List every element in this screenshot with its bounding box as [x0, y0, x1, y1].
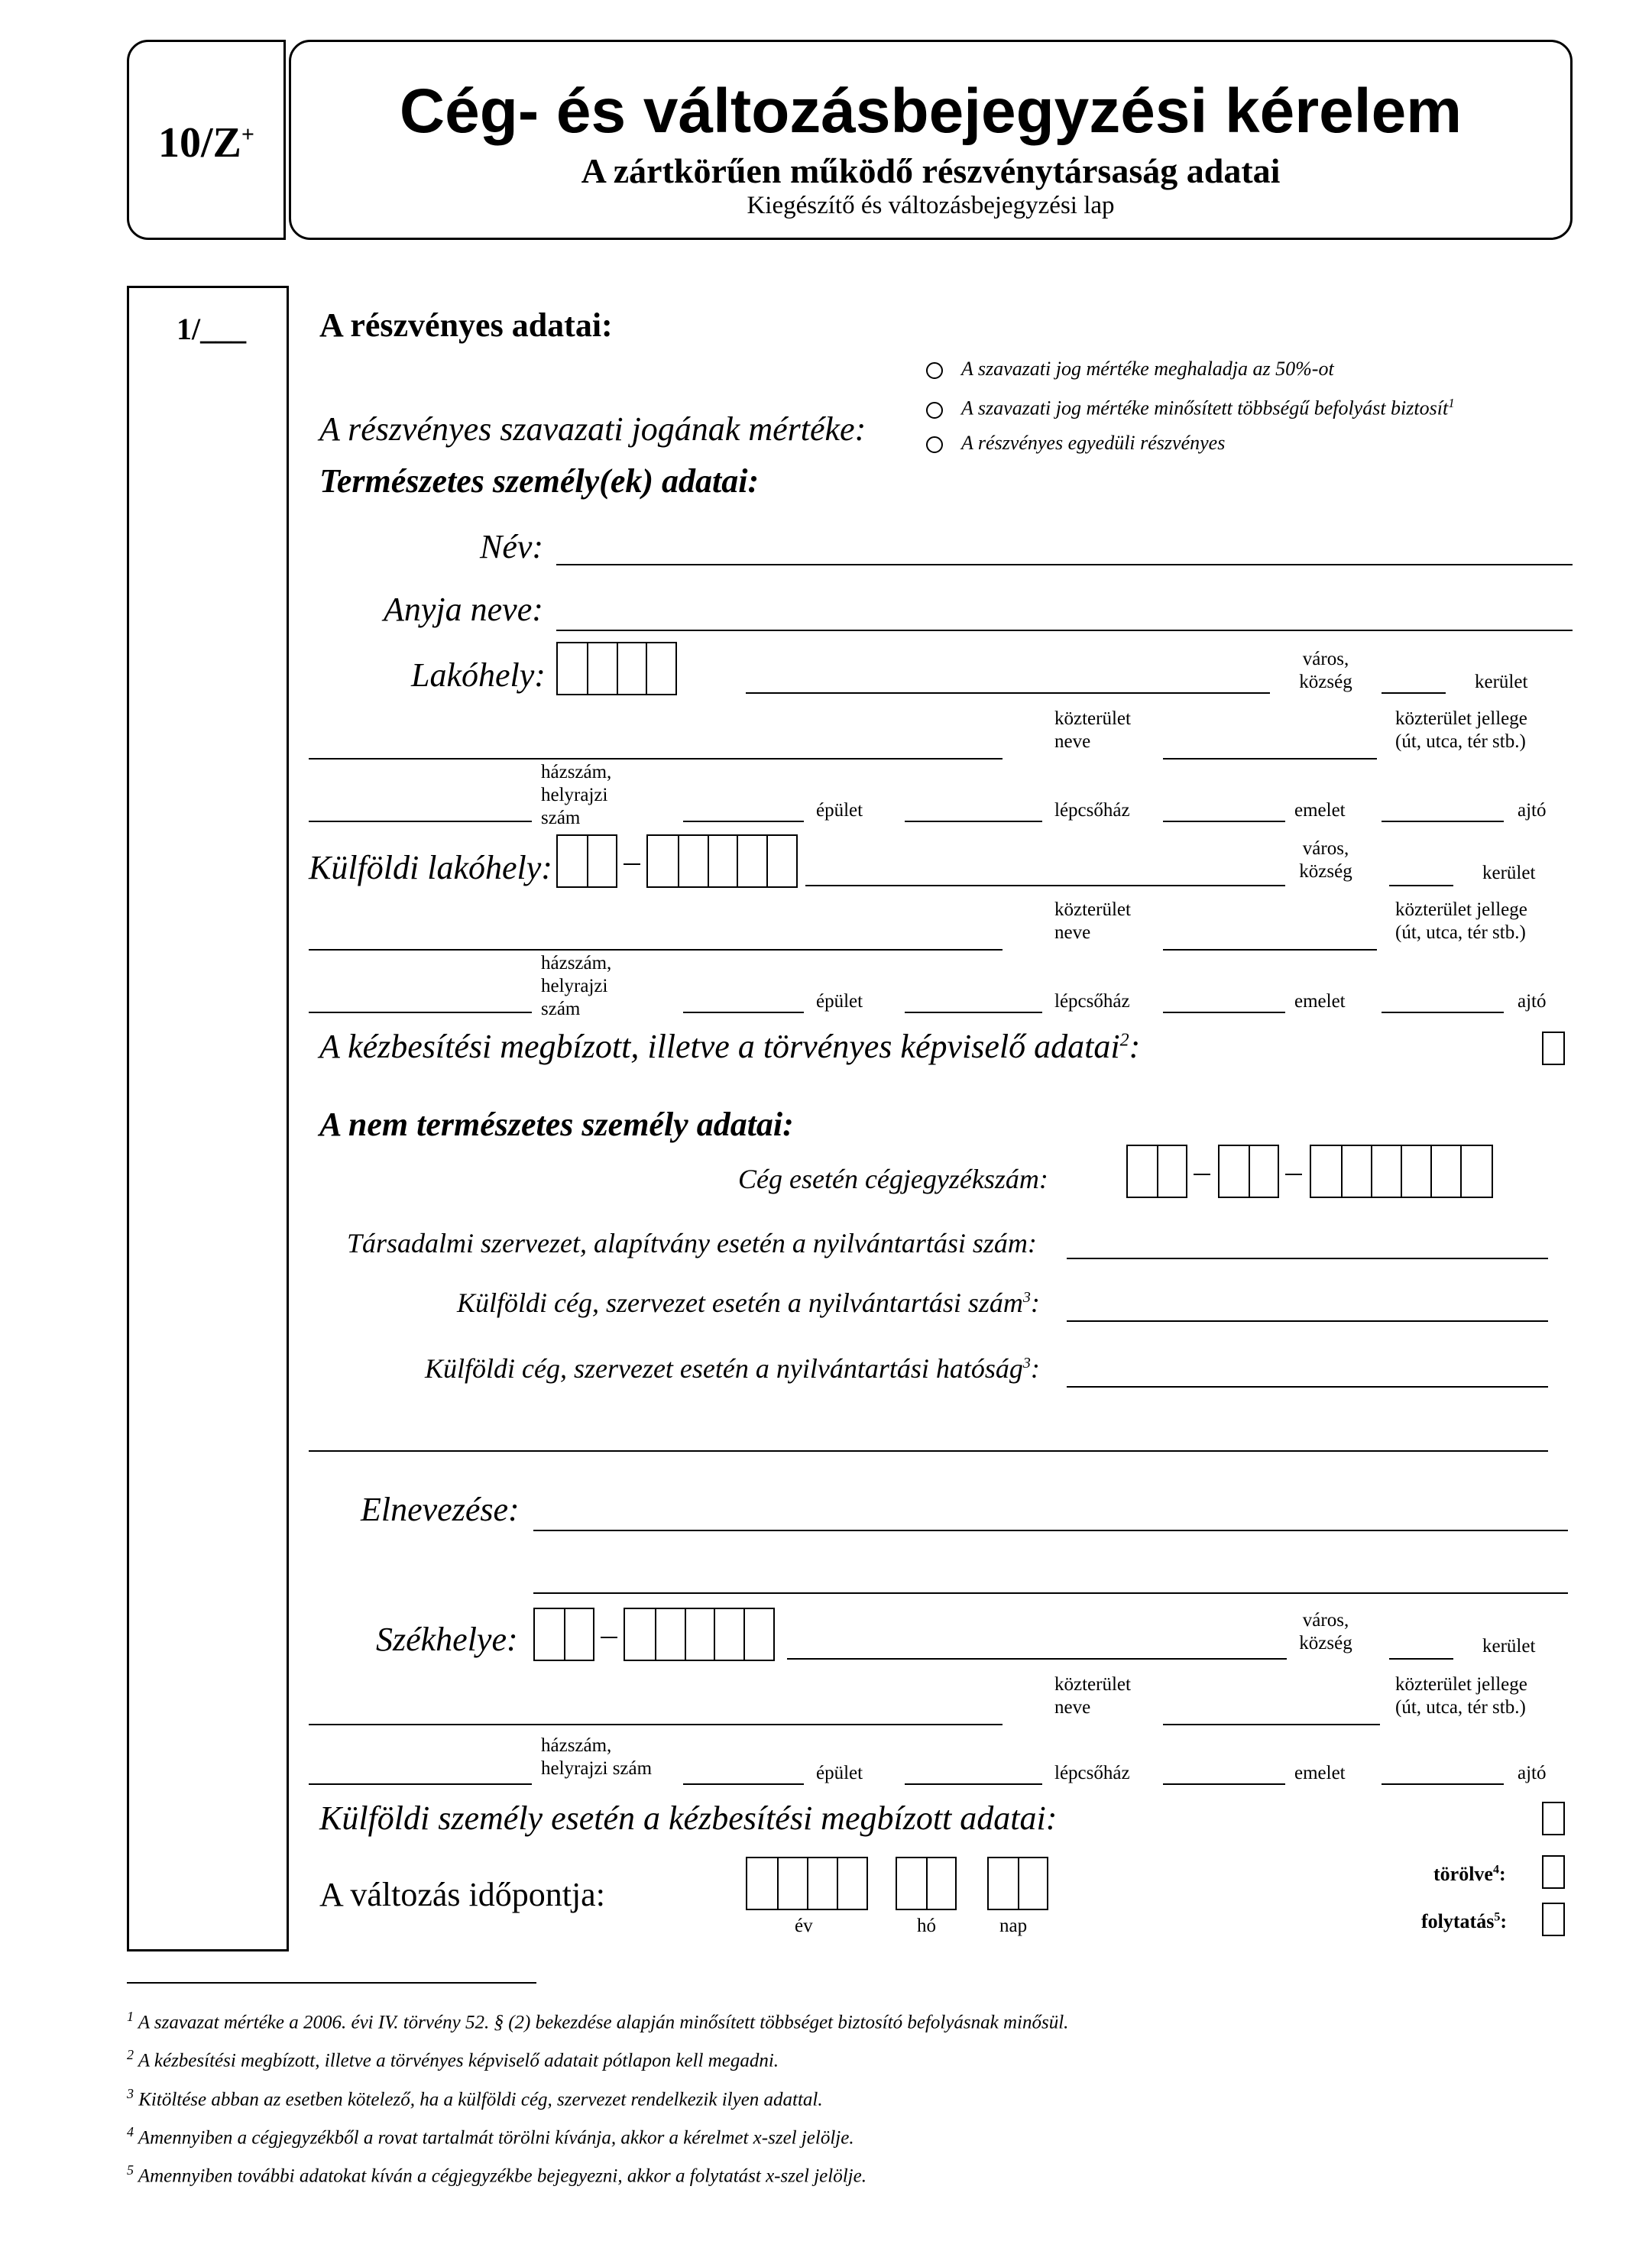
residence-postcode[interactable]	[556, 642, 677, 695]
dash	[624, 863, 640, 865]
street-label: közterület neve	[1054, 1674, 1131, 1718]
street-type-field[interactable]	[1163, 758, 1377, 760]
floor-field[interactable]	[1163, 1012, 1285, 1013]
district-label: kerület	[1482, 1636, 1536, 1657]
foreign-person-agent-label: Külföldi személy esetén a kézbesítési megbízott adatai:	[319, 1799, 1058, 1837]
floor-label: emelet	[1294, 800, 1346, 821]
vote-option-2[interactable]: A szavazati jog mértéke minősített többségű befolyást biztosít$^1$	[926, 386, 1455, 426]
seat-postcode[interactable]	[624, 1608, 775, 1661]
footnotes	[127, 2000, 1068, 2193]
street-type-field[interactable]	[1163, 1724, 1380, 1725]
company-reg-label: Cég esetén cégjegyzékszám:	[738, 1164, 1048, 1194]
entity-name-field-2[interactable]	[533, 1592, 1568, 1594]
district-field[interactable]	[1389, 1658, 1453, 1660]
district-label: kerület	[1475, 672, 1528, 692]
city-label: város, község	[1299, 838, 1352, 882]
house-number-field[interactable]	[309, 821, 532, 822]
ngo-reg-field[interactable]	[1067, 1258, 1548, 1259]
vote-options	[926, 351, 1455, 460]
year-label: év	[795, 1916, 813, 1936]
building-label: épület	[816, 800, 863, 821]
name-field[interactable]	[556, 564, 1573, 565]
entity-name-label: Elnevezése:	[361, 1491, 520, 1528]
street-name-field[interactable]	[309, 1724, 1003, 1725]
floor-label: emelet	[1294, 991, 1346, 1012]
vote-option-1[interactable]: A szavazati jog mértéke meghaladja az 50%-ot	[926, 351, 1455, 386]
door-field[interactable]	[1382, 1783, 1504, 1785]
seat-label: Székhelye:	[376, 1621, 518, 1658]
mother-name-label: Anyja neve:	[384, 591, 543, 628]
delivery-agent-label: A kézbesítési megbízott, illetve a törvényes képviselő adatai$^2$:	[319, 1028, 1141, 1065]
page-title: Cég- és változásbejegyzési kérelem	[399, 76, 1463, 146]
stairs-label: lépcsőház	[1054, 991, 1130, 1012]
dash	[1194, 1174, 1210, 1175]
continue-checkbox[interactable]	[1542, 1903, 1565, 1936]
street-type-label: közterület jellege (út, utca, tér stb.)	[1395, 899, 1527, 943]
house-label: házszám, helyrajzi szám	[541, 953, 612, 1019]
change-date-year[interactable]	[746, 1857, 868, 1910]
company-reg-court[interactable]	[1126, 1145, 1187, 1198]
page-subtitle: A zártkörűen működő részvénytársaság adatai	[581, 151, 1281, 190]
residence-city-field[interactable]	[746, 692, 1270, 694]
door-label: ajtó	[1518, 991, 1547, 1012]
stairs-field[interactable]	[905, 1783, 1042, 1785]
form-code: 10/Z	[157, 119, 241, 167]
delivery-agent-checkbox[interactable]	[1542, 1032, 1565, 1065]
street-type-label: közterület jellege (út, utca, tér stb.)	[1395, 708, 1527, 752]
vote-label: A részvényes szavazati jogának mértéke:	[319, 410, 866, 448]
page-subsubtitle: Kiegészítő és változásbejegyzési lap	[747, 192, 1115, 219]
month-label: hó	[917, 1916, 936, 1936]
stairs-label: lépcsőház	[1054, 800, 1130, 821]
entity-name-field[interactable]	[533, 1530, 1568, 1531]
street-label: közterület neve	[1054, 899, 1131, 943]
floor-field[interactable]	[1163, 821, 1285, 822]
door-label: ajtó	[1518, 800, 1547, 821]
street-label: közterület neve	[1054, 708, 1131, 752]
house-number-field[interactable]	[309, 1012, 532, 1013]
dash	[1285, 1174, 1302, 1175]
continue-label: folytatás$^5$:	[1421, 1910, 1507, 1932]
city-label: város, község	[1299, 1610, 1352, 1653]
house-label: házszám, helyrajzi szám	[541, 762, 612, 828]
section-number[interactable]: 1/___	[177, 312, 247, 346]
foreign-postcode[interactable]	[646, 834, 798, 888]
ngo-reg-label: Társadalmi szervezet, alapítvány esetén a nyilvántartási szám:	[347, 1228, 1037, 1258]
change-date-month[interactable]	[896, 1857, 957, 1910]
company-reg-serial[interactable]	[1310, 1145, 1493, 1198]
street-type-field[interactable]	[1163, 949, 1377, 951]
foreign-reg-field[interactable]	[1067, 1320, 1548, 1322]
change-date-label: A változás időpontja:	[319, 1876, 605, 1913]
vote-option-3[interactable]: A részvényes egyedüli részvényes	[926, 426, 1455, 460]
foreign-city-field[interactable]	[805, 885, 1285, 886]
building-label: épület	[816, 991, 863, 1012]
radio-icon[interactable]	[926, 402, 943, 419]
district-field[interactable]	[1389, 885, 1453, 886]
district-label: kerület	[1482, 863, 1536, 883]
legal-person-heading: A nem természetes személy adatai:	[319, 1106, 794, 1143]
mother-name-field[interactable]	[556, 630, 1573, 631]
natural-person-heading: Természetes személy(ek) adatai:	[319, 462, 760, 500]
seat-city-field[interactable]	[787, 1658, 1287, 1660]
company-reg-type[interactable]	[1218, 1145, 1279, 1198]
day-label: nap	[999, 1916, 1028, 1936]
house-number-field[interactable]	[309, 1783, 532, 1785]
building-label: épület	[816, 1763, 863, 1783]
dash	[601, 1637, 617, 1638]
foreign-authority-field-2[interactable]	[309, 1450, 1548, 1452]
foreign-reg-label: Külföldi cég, szervezet esetén a nyilvántartási szám$^3$:	[457, 1287, 1040, 1318]
city-label: város, község	[1299, 649, 1352, 692]
seat-country-code[interactable]	[533, 1608, 594, 1661]
street-name-field[interactable]	[309, 949, 1003, 951]
building-field[interactable]	[683, 821, 804, 822]
district-field[interactable]	[1382, 692, 1446, 694]
footnote-4: $^4$ Amennyiben a cégjegyzékből a rovat tartalmát törölni kívánja, akkor a kérelmet x-szel jelölje.	[127, 2123, 854, 2149]
footnote-3: $^3$ Kitöltése abban az esetben kötelező, ha a külföldi cég, szervezet rendelkezik ilyen adattal.	[127, 2085, 823, 2110]
residence-label: Lakóhely:	[411, 656, 546, 694]
footnote-divider	[127, 1982, 536, 1984]
footnote-1: $^1$ A szavazat mértéke a 2006. évi IV. törvény 52. § (2) bekezdése alapján minősített többséget biztosító befolyásnak minősül.	[127, 2009, 1069, 2033]
deleted-checkbox[interactable]	[1542, 1855, 1565, 1889]
stairs-label: lépcsőház	[1054, 1763, 1130, 1783]
foreign-residence-label: Külföldi lakóhely:	[309, 849, 552, 886]
radio-icon[interactable]	[926, 362, 943, 379]
stairs-field[interactable]	[905, 1012, 1042, 1013]
foreign-person-agent-checkbox[interactable]	[1542, 1802, 1565, 1835]
name-label: Név:	[480, 528, 544, 565]
form-code-sup: +	[241, 121, 255, 147]
foreign-authority-label: Külföldi cég, szervezet esetén a nyilvántartási hatóság$^3$:	[425, 1353, 1040, 1384]
building-field[interactable]	[683, 1012, 804, 1013]
change-date-day[interactable]	[987, 1857, 1048, 1910]
section-number-column	[127, 286, 289, 1951]
floor-field[interactable]	[1163, 1783, 1285, 1785]
radio-icon[interactable]	[926, 436, 943, 453]
foreign-authority-field[interactable]	[1067, 1386, 1548, 1388]
deleted-label: törölve$^4$:	[1433, 1863, 1506, 1885]
footnote-5: $^5$ Amennyiben további adatokat kíván a cégjegyzékbe bejegyezni, akkor a folytatást x-szel jelölje.	[127, 2162, 866, 2187]
street-name-field[interactable]	[309, 758, 1003, 760]
stairs-field[interactable]	[905, 821, 1042, 822]
floor-label: emelet	[1294, 1763, 1346, 1783]
title-box	[289, 40, 1573, 240]
street-type-label: közterület jellege (út, utca, tér stb.)	[1395, 1674, 1527, 1718]
house-number-field-2[interactable]	[683, 1783, 804, 1785]
form-code-box	[127, 40, 286, 240]
foreign-country-code[interactable]	[556, 834, 617, 888]
house-label: házszám, helyrajzi szám	[541, 1735, 653, 1779]
door-label: ajtó	[1518, 1763, 1547, 1783]
door-field[interactable]	[1382, 1012, 1504, 1013]
footnote-2: $^2$ A kézbesítési megbízott, illetve a törvényes képviselő adatait pótlapon kell megadni.	[127, 2047, 779, 2071]
section-heading: A részvényes adatai:	[319, 306, 613, 344]
door-field[interactable]	[1382, 821, 1504, 822]
